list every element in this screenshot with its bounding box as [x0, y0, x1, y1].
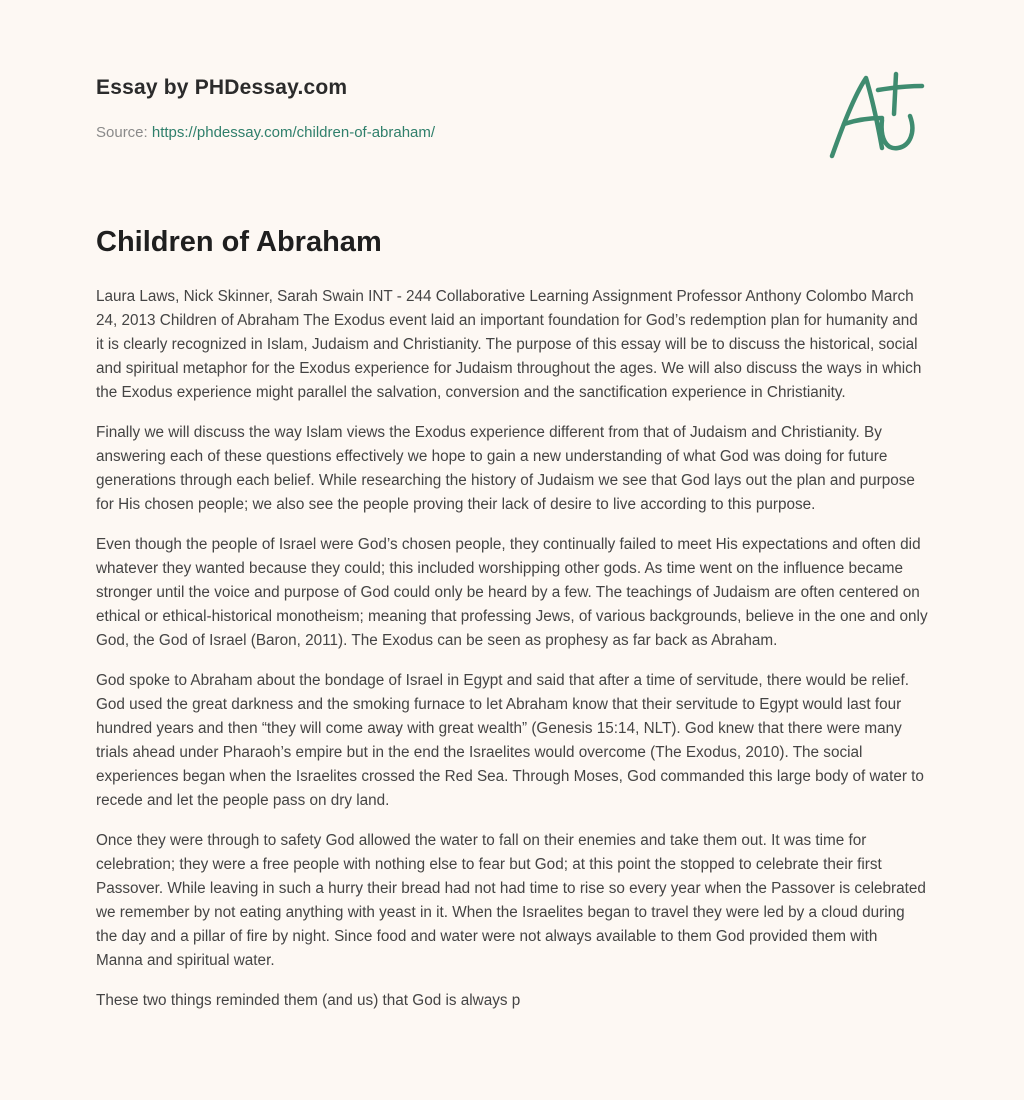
essay-paragraph-2: Finally we will discuss the way Islam views the Exodus experience different from that of Judaism and Christianity. By answering each of these questions effectively we hope to gain a new understanding of what God was doing for future generations through each belief. While researching the history of Judaism we see that God lays out the plan and purpose for His chosen people; we also see the people proving their lack of desire to live according to this purpose.: [96, 424, 915, 513]
essay-body: [96, 285, 928, 1029]
essay-paragraph-4: God spoke to Abraham about the bondage of Israel in Egypt and said that after a time of servitude, there would be relief. God used the great darkness and the smoking furnace to let Abraham know that their servitude to Egypt would last four hundred years and then “they will come away with great wealth” (Genesis 15:14, NLT). God knew that there were many trials ahead under Pharaoh’s empire but in the end the Israelites would overcome (The Exodus, 2010). The social experiences began when the Israelites crossed the Red Sea. Through Moses, God commanded this large body of water to recede and let the people pass on dry land.: [96, 672, 924, 809]
source-link[interactable]: https://phdessay.com/children-of-abraham/: [151, 124, 436, 141]
essay-paragraph-5: Once they were through to safety God allowed the water to fall on their enemies and take them out. It was time for celebration; they were a free people with nothing else to fear but God; at this point the stopped to celebrate their first Passover. While leaving in such a hurry their bread had not had time to rise so every year when the Passover is celebrated we remember by not eating anything with yeast in it. When the Israelites began to travel they were led by a cloud during the day and a pillar of fire by night. Since food and water were not always available to them God provided them with Manna and spiritual water.: [96, 832, 926, 969]
page-header: [96, 76, 928, 186]
source-label: Source:: [96, 124, 148, 141]
essay-title: Children of Abraham: [96, 226, 382, 258]
essay-paragraph-6: These two things reminded them (and us) that God is always p: [96, 992, 521, 1009]
site-title: Essay by PHDessay.com: [96, 76, 348, 99]
a-plus-logo-icon: [824, 68, 928, 164]
essay-paragraph-1: Laura Laws, Nick Skinner, Sarah Swain INT - 244 Collaborative Learning Assignment Professor Anthony Colombo March 24, 2013 Children of Abraham The Exodus event laid an important foundation for God’s redemption plan for humanity and it is clearly recognized in Islam, Judaism and Christianity. The purpose of this essay will be to discuss the historical, social and spiritual metaphor for the Exodus experience for Judaism throughout the ages. We will also discuss the ways in which the Exodus experience might parallel the salvation, conversion and the sanctification experience in Christianity.: [96, 288, 922, 401]
essay-paragraph-3: Even though the people of Israel were God’s chosen people, they continually failed to meet His expectations and often did whatever they wanted because they could; this included worshipping other gods. As time went on the influence became stronger until the voice and purpose of God could only be heard by a few. The teachings of Judaism are often centered on ethical or ethical-historical monotheism; meaning that professing Jews, of various backgrounds, believe in the one and only God, the God of Israel (Baron, 2011). The Exodus can be seen as prophesy as far back as Abraham.: [96, 536, 928, 649]
source-line: [96, 124, 435, 141]
